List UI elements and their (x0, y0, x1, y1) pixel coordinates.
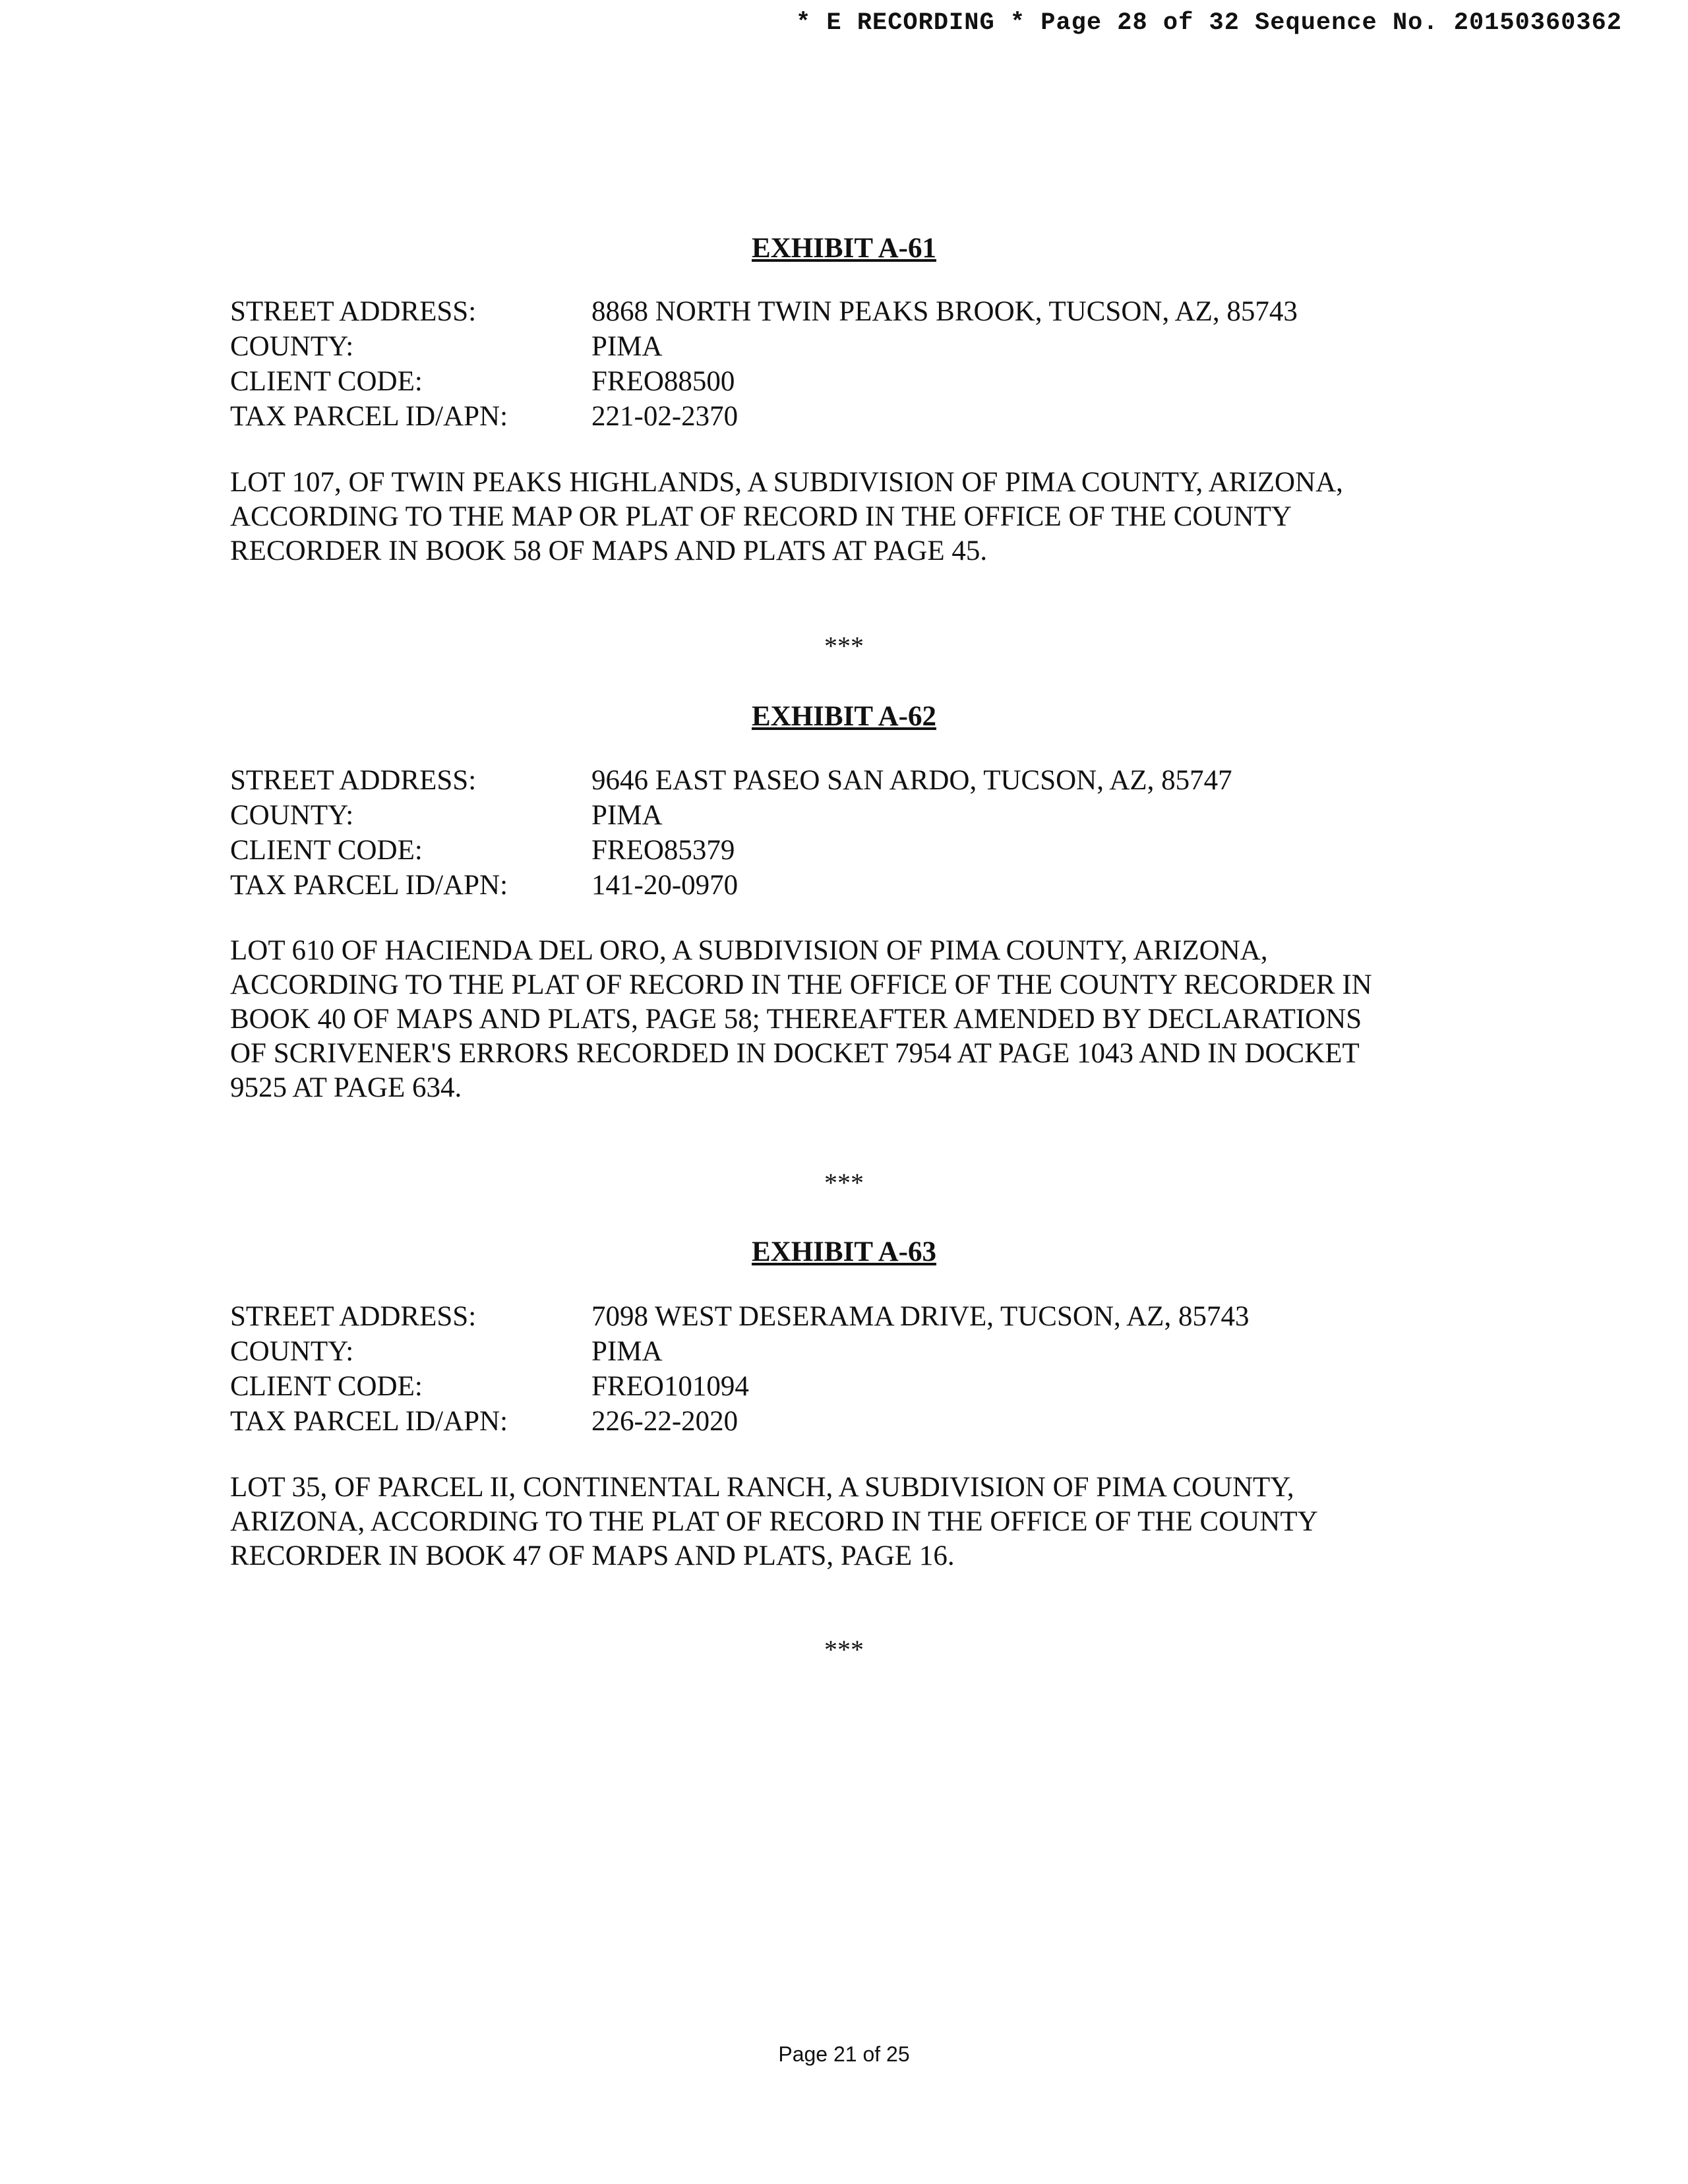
legal-line: RECORDER IN BOOK 58 OF MAPS AND PLATS AT PAGE 45. (230, 535, 988, 566)
field-label: STREET ADDRESS: (230, 1301, 477, 1332)
legal-line: ACCORDING TO THE PLAT OF RECORD IN THE OFFICE OF THE COUNTY RECORDER IN (230, 969, 1372, 1000)
section-separator: *** (824, 1168, 864, 1198)
field-label: STREET ADDRESS: (230, 296, 477, 327)
exhibit-fields (230, 1299, 1249, 1439)
legal-line: 9525 AT PAGE 634. (230, 1072, 462, 1103)
field-row-street-address (230, 763, 1232, 798)
page-number-footer: Page 21 of 25 (778, 2042, 910, 2066)
legal-line: ACCORDING TO THE MAP OR PLAT OF RECORD IN THE OFFICE OF THE COUNTY (230, 501, 1292, 532)
exhibit-title: EXHIBIT A-61 (752, 233, 936, 264)
exhibit-title: EXHIBIT A-63 (752, 1236, 936, 1267)
field-value: 9646 EAST PASEO SAN ARDO, TUCSON, AZ, 85747 (591, 765, 1232, 796)
legal-description (230, 466, 1437, 568)
field-row-county (230, 329, 1298, 364)
field-label: TAX PARCEL ID/APN: (230, 401, 508, 432)
legal-description (230, 1471, 1437, 1573)
legal-line: LOT 107, OF TWIN PEAKS HIGHLANDS, A SUBDIVISION OF PIMA COUNTY, ARIZONA, (230, 467, 1343, 498)
field-value: PIMA (591, 331, 663, 362)
field-label: CLIENT CODE: (230, 1371, 423, 1402)
field-row-street-address (230, 1299, 1249, 1334)
exhibit-fields (230, 763, 1232, 903)
field-row-street-address (230, 294, 1298, 329)
legal-line: LOT 35, OF PARCEL II, CONTINENTAL RANCH, A SUBDIVISION OF PIMA COUNTY, (230, 1472, 1294, 1503)
legal-description (230, 934, 1437, 1105)
field-row-client-code (230, 833, 1232, 868)
field-label: COUNTY: (230, 331, 354, 362)
field-row-county (230, 798, 1232, 833)
legal-line: OF SCRIVENER'S ERRORS RECORDED IN DOCKET 7954 AT PAGE 1043 AND IN DOCKET (230, 1038, 1360, 1069)
field-label: CLIENT CODE: (230, 366, 423, 397)
field-label: STREET ADDRESS: (230, 765, 477, 796)
field-value: 7098 WEST DESERAMA DRIVE, TUCSON, AZ, 85743 (591, 1301, 1250, 1332)
exhibit-fields (230, 294, 1298, 434)
field-label: COUNTY: (230, 800, 354, 831)
field-label: COUNTY: (230, 1336, 354, 1367)
legal-line: BOOK 40 OF MAPS AND PLATS, PAGE 58; THEREAFTER AMENDED BY DECLARATIONS (230, 1004, 1362, 1035)
legal-line: ARIZONA, ACCORDING TO THE PLAT OF RECORD IN THE OFFICE OF THE COUNTY (230, 1506, 1318, 1537)
field-row-tax-parcel (230, 399, 1298, 434)
field-value: FREO88500 (591, 366, 735, 397)
section-separator: *** (824, 1635, 864, 1664)
recording-header-stamp: * E RECORDING * Page 28 of 32 Sequence No. 20150360362 (796, 9, 1622, 37)
field-row-client-code (230, 1369, 1249, 1404)
field-row-tax-parcel (230, 868, 1232, 903)
field-label: TAX PARCEL ID/APN: (230, 870, 508, 901)
section-separator: *** (824, 631, 864, 661)
legal-line: RECORDER IN BOOK 47 OF MAPS AND PLATS, PAGE 16. (230, 1540, 955, 1571)
field-value: FREO101094 (591, 1371, 749, 1402)
field-value: FREO85379 (591, 835, 735, 866)
field-value: 221-02-2370 (591, 401, 738, 432)
field-value: PIMA (591, 1336, 663, 1367)
field-value: 226-22-2020 (591, 1406, 738, 1437)
legal-line: LOT 610 OF HACIENDA DEL ORO, A SUBDIVISION OF PIMA COUNTY, ARIZONA, (230, 935, 1268, 966)
field-row-tax-parcel (230, 1404, 1249, 1439)
field-row-client-code (230, 364, 1298, 399)
exhibit-title: EXHIBIT A-62 (752, 701, 936, 732)
field-value: 8868 NORTH TWIN PEAKS BROOK, TUCSON, AZ, 85743 (591, 296, 1298, 327)
field-value: 141-20-0970 (591, 870, 738, 901)
field-value: PIMA (591, 800, 663, 831)
field-label: CLIENT CODE: (230, 835, 423, 866)
field-row-county (230, 1334, 1249, 1369)
field-label: TAX PARCEL ID/APN: (230, 1406, 508, 1437)
